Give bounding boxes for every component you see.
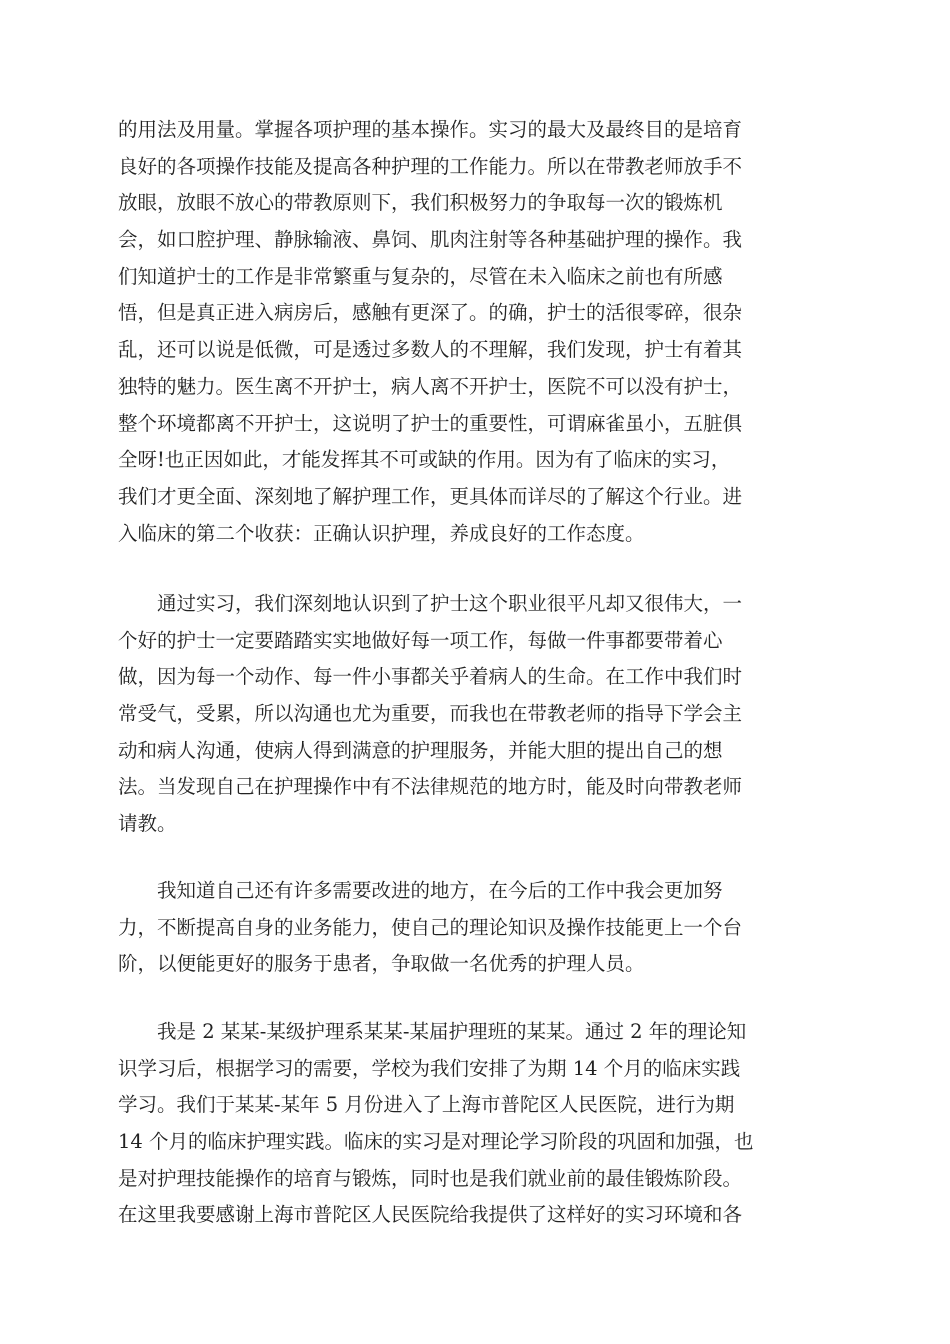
- paragraph-self-improvement: [118, 873, 838, 983]
- text-line: 做，因为每一个动作、每一件小事都关乎着病人的生命。在工作中我们时: [118, 665, 743, 689]
- text-line: 会，如口腔护理、静脉输液、鼻饲、肌肉注射等各种基础护理的操作。我: [118, 228, 743, 252]
- paragraph-clinical-practice-gains: [118, 112, 838, 552]
- text-line: 良好的各项操作技能及提高各种护理的工作能力。所以在带教老师放手不: [118, 154, 743, 178]
- text-line: 全呀!也正因如此，才能发挥其不可或缺的作用。因为有了临床的实习，: [118, 448, 731, 472]
- text-line: 悟，但是真正进入病房后，感触有更深了。的确，护士的活很零碎，很杂: [118, 301, 743, 325]
- text-line: 在这里我要感谢上海市普陀区人民医院给我提供了这样好的实习环境和各: [118, 1203, 743, 1227]
- text-line: 乱，还可以说是低微，可是透过多数人的不理解，我们发现，护士有着其: [118, 338, 743, 362]
- paragraph-nurse-profession: [118, 586, 838, 843]
- text-line: 请教。: [118, 812, 177, 836]
- text-line: 14 个月的临床护理实践。临床的实习是对理论学习阶段的巩固和加强，也: [118, 1130, 754, 1154]
- text-line: 独特的魅力。医生离不开护士，病人离不开护士，医院不可以没有护士，: [118, 374, 743, 398]
- text-line: 通过实习，我们深刻地认识到了护士这个职业很平凡却又很伟大，一: [118, 592, 743, 615]
- text-line: 阶，以便能更好的服务于患者，争取做一名优秀的护理人员。: [118, 952, 645, 976]
- paragraph-introduction: [118, 1014, 838, 1234]
- text-line: 我是 2 某某-某级护理系某某-某届护理班的某某。通过 2 年的理论知: [118, 1020, 747, 1043]
- text-line: 整个环境都离不开护士，这说明了护士的重要性，可谓麻雀虽小，五脏俱: [118, 411, 743, 435]
- text-line: 我们才更全面、深刻地了解护理工作，更具体而详尽的了解这个行业。进: [118, 484, 743, 508]
- text-line: 法。当发现自己在护理操作中有不法律规范的地方时，能及时向带教老师: [118, 775, 743, 799]
- text-line: 的用法及用量。掌握各项护理的基本操作。实习的最大及最终目的是培育: [118, 118, 743, 141]
- text-line: 们知道护士的工作是非常繁重与复杂的，尽管在未入临床之前也有所感: [118, 264, 723, 288]
- text-line: 常受气，受累，所以沟通也尤为重要，而我也在带教老师的指导下学会主: [118, 702, 743, 726]
- text-line: 个好的护士一定要踏踏实实地做好每一项工作，每做一件事都要带着心: [118, 628, 723, 652]
- text-line: 入临床的第二个收获：正确认识护理，养成良好的工作态度。: [118, 521, 645, 545]
- text-line: 是对护理技能操作的培育与锻炼，同时也是我们就业前的最佳锻炼阶段。: [118, 1166, 743, 1190]
- text-line: 识学习后，根据学习的需要，学校为我们安排了为期 14 个月的临床实践: [118, 1056, 741, 1080]
- text-line: 我知道自己还有许多需要改进的地方，在今后的工作中我会更加努: [118, 879, 723, 902]
- text-line: 力，不断提高自身的业务能力，使自己的理论知识及操作技能更上一个台: [118, 915, 743, 939]
- text-line: 学习。我们于某某-某年 5 月份进入了上海市普陀区人民医院，进行为期: [118, 1093, 735, 1117]
- text-line: 放眼，放眼不放心的带教原则下，我们积极努力的争取每一次的锻炼机: [118, 191, 723, 215]
- text-line: 动和病人沟通，使病人得到满意的护理服务，并能大胆的提出自己的想: [118, 738, 723, 762]
